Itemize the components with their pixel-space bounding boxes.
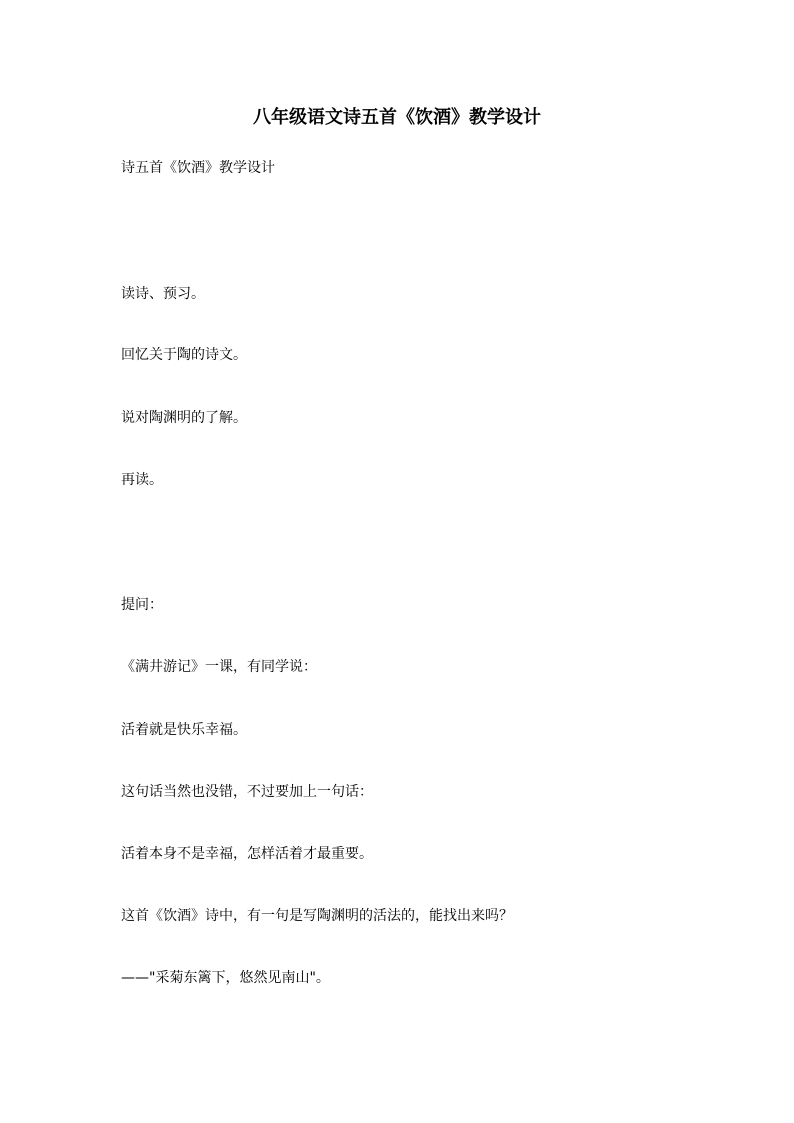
paragraph: 《满井游记》一课，有同学说： <box>121 659 317 675</box>
paragraph: ——"采菊东篱下，悠然见南山"。 <box>121 970 330 986</box>
paragraph: 再读。 <box>121 472 163 488</box>
document-title: 八年级语文诗五首《饮酒》教学设计 <box>253 107 541 128</box>
paragraph: 活着本身不是幸福，怎样活着才最重要。 <box>121 846 373 862</box>
subtitle-line: 诗五首《饮酒》教学设计 <box>121 160 275 176</box>
paragraph: 提问： <box>121 597 163 613</box>
paragraph: 回忆关于陶的诗文。 <box>121 347 247 363</box>
paragraph: 说对陶渊明的了解。 <box>121 410 247 426</box>
paragraph: 活着就是快乐幸福。 <box>121 722 247 738</box>
paragraph: 这句话当然也没错，不过要加上一句话： <box>121 784 373 800</box>
paragraph: 读诗、预习。 <box>121 286 205 302</box>
paragraph: 这首《饮酒》诗中，有一句是写陶渊明的活法的，能找出来吗？ <box>121 908 513 924</box>
